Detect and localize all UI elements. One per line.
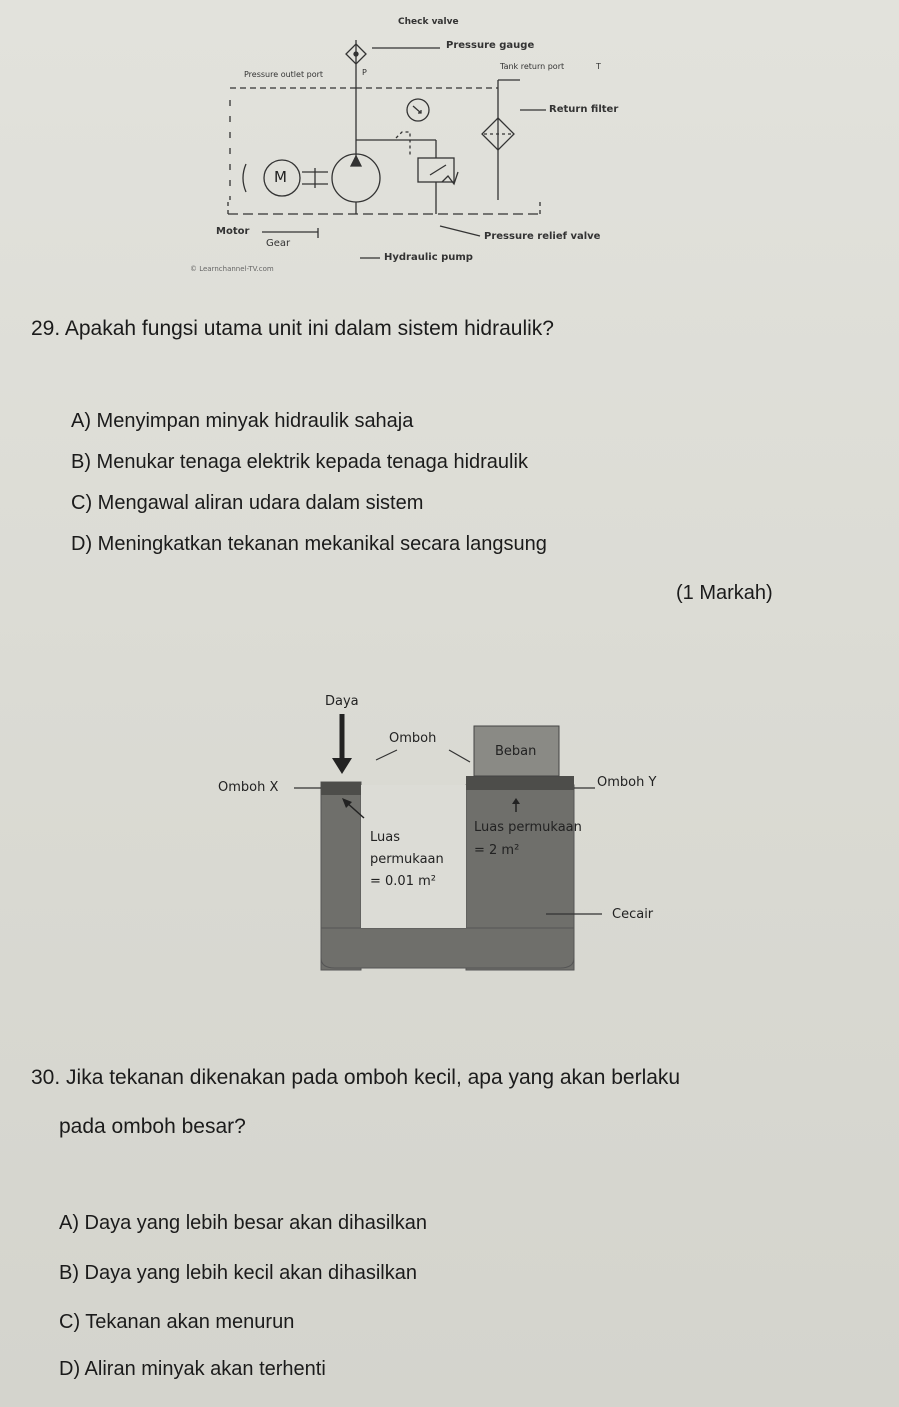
question-30-text-line1: 30. Jika tekanan dikenakan pada omboh kecil, apa yang akan berlaku: [31, 1066, 681, 1089]
hydraulic-pump-label: Hydraulic pump: [384, 252, 473, 263]
q29-option-d[interactable]: D) Meningkatkan tekanan mekanikal secara langsung: [71, 533, 547, 555]
question-30-text-line2: pada omboh besar?: [59, 1115, 246, 1138]
q30-option-a[interactable]: A) Daya yang lebih besar akan dihasilkan: [59, 1212, 427, 1234]
check-valve-label: Check valve: [398, 17, 459, 27]
pressure-outlet-port-label: Pressure outlet port: [244, 70, 324, 79]
beban-label: Beban: [495, 744, 537, 759]
omboh-y-label: Omboh Y: [597, 775, 657, 790]
return-filter-label: Return filter: [549, 104, 619, 115]
credit-label: © Learnchannel-TV.com: [190, 265, 274, 273]
port-p-label: P: [362, 68, 367, 77]
tank-return-port-label: Tank return port: [500, 62, 565, 71]
q30-option-c[interactable]: C) Tekanan akan menurun: [59, 1311, 295, 1333]
small-area-label: = 0.01 m²: [370, 874, 436, 889]
luas-permukaan-label: Luas permukaan: [474, 820, 582, 835]
gear-label: Gear: [266, 238, 291, 249]
question-29-text: 29. Apakah fungsi utama unit ini dalam sistem hidraulik?: [31, 317, 554, 340]
motor-label: Motor: [216, 226, 250, 237]
large-area-label: = 2 m²: [474, 843, 520, 858]
daya-label: Daya: [325, 694, 359, 709]
luas-label: Luas: [370, 830, 400, 845]
q29-option-c[interactable]: C) Mengawal aliran udara dalam sistem: [71, 492, 424, 514]
permukaan-label: permukaan: [370, 852, 444, 867]
q29-marks: (1 Markah): [676, 582, 773, 604]
pressure-relief-valve-label: Pressure relief valve: [484, 231, 601, 242]
q30-option-d[interactable]: D) Aliran minyak akan terhenti: [59, 1358, 326, 1380]
omboh-x-label: Omboh X: [218, 780, 279, 795]
port-t-label: T: [596, 62, 601, 71]
omboh-label: Omboh: [389, 731, 437, 746]
pressure-gauge-label: Pressure gauge: [446, 40, 535, 51]
q29-option-a[interactable]: A) Menyimpan minyak hidraulik sahaja: [71, 410, 414, 432]
cecair-label: Cecair: [612, 907, 654, 922]
motor-symbol-label: M: [274, 168, 287, 186]
q29-option-b[interactable]: B) Menukar tenaga elektrik kepada tenaga hidraulik: [71, 451, 528, 473]
q30-option-b[interactable]: B) Daya yang lebih kecil akan dihasilkan: [59, 1262, 417, 1284]
